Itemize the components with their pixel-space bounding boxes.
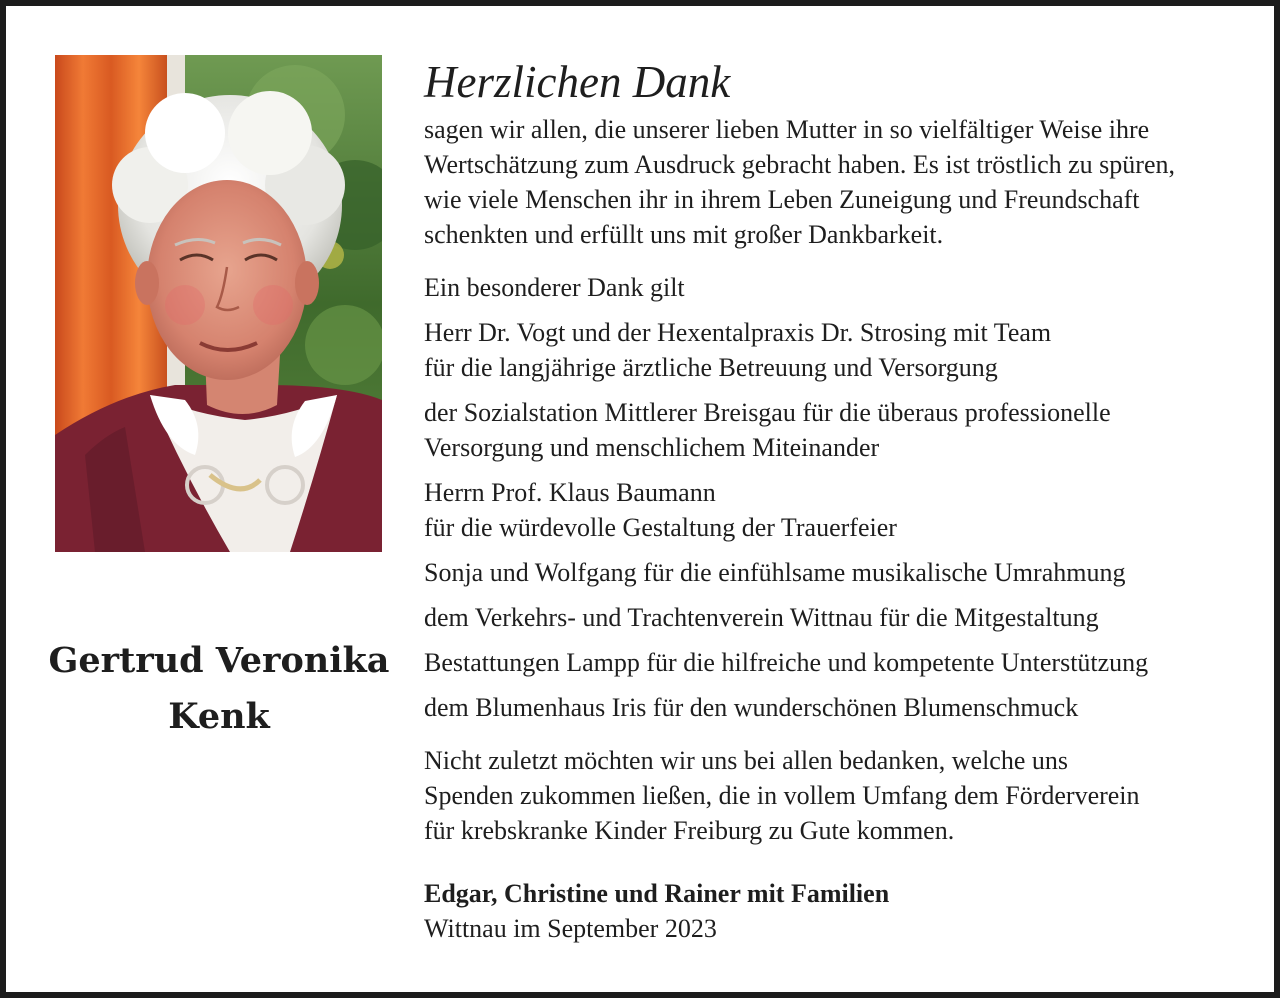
thanks-item bbox=[424, 475, 1254, 545]
notice-text bbox=[424, 54, 1254, 946]
thanks-line: für die langjährige ärztliche Betreuung und Versorgung bbox=[424, 353, 998, 382]
thanks-line: dem Verkehrs- und Trachtenverein Wittnau für die Mitgestaltung bbox=[424, 603, 1099, 632]
thanks-line: der Sozialstation Mittlerer Breisgau für die überaus professionelle bbox=[424, 398, 1111, 427]
signature: Edgar, Christine und Rainer mit Familien bbox=[424, 879, 890, 908]
thanks-item bbox=[424, 315, 1254, 385]
thanks-item bbox=[424, 690, 1254, 725]
closing-line: Spenden zukommen ließen, die in vollem Umfang dem Förderverein bbox=[424, 781, 1140, 810]
intro-line: sagen wir allen, die unserer lieben Mutter in so vielfältiger Weise ihre bbox=[424, 115, 1150, 144]
portrait-photo bbox=[55, 55, 382, 552]
thanks-line: für die würdevolle Gestaltung der Trauerfeier bbox=[424, 513, 897, 542]
place-date: Wittnau im September 2023 bbox=[424, 914, 717, 943]
closing-line: Nicht zuletzt möchten wir uns bei allen bedanken, welche uns bbox=[424, 746, 1069, 775]
intro-line: wie viele Menschen ihr in ihrem Leben Zuneigung und Freundschaft bbox=[424, 185, 1140, 214]
notice-heading: Herzlichen Dank bbox=[424, 57, 731, 107]
intro-line: schenkten und erfüllt uns mit großer Dankbarkeit. bbox=[424, 220, 944, 249]
thanks-item bbox=[424, 600, 1254, 635]
closing-paragraph bbox=[424, 743, 1254, 848]
thanks-item bbox=[424, 645, 1254, 680]
thanks-line: Herr Dr. Vogt und der Hexentalpraxis Dr. Strosing mit Team bbox=[424, 318, 1052, 347]
deceased-name bbox=[46, 633, 392, 745]
thanks-line: Sonja und Wolfgang für die einfühlsame musikalische Umrahmung bbox=[424, 558, 1126, 587]
portrait-illustration bbox=[55, 55, 382, 552]
intro-line: Wertschätzung zum Ausdruck gebracht haben. Es ist tröstlich zu spüren, bbox=[424, 150, 1175, 179]
intro-paragraph bbox=[424, 112, 1254, 252]
thanks-line: Herrn Prof. Klaus Baumann bbox=[424, 478, 716, 507]
name-first: Gertrud Veronika bbox=[48, 640, 390, 681]
thanks-item bbox=[424, 555, 1254, 590]
thanks-line: Bestattungen Lampp für die hilfreiche und kompetente Unterstützung bbox=[424, 648, 1149, 677]
closing-line: für krebskranke Kinder Freiburg zu Gute kommen. bbox=[424, 816, 955, 845]
thanks-line: Versorgung und menschlichem Miteinander bbox=[424, 433, 880, 462]
thanks-intro: Ein besonderer Dank gilt bbox=[424, 273, 685, 302]
thanks-line: dem Blumenhaus Iris für den wunderschönen Blumenschmuck bbox=[424, 693, 1079, 722]
thanks-item bbox=[424, 395, 1254, 465]
name-last: Kenk bbox=[168, 696, 270, 737]
